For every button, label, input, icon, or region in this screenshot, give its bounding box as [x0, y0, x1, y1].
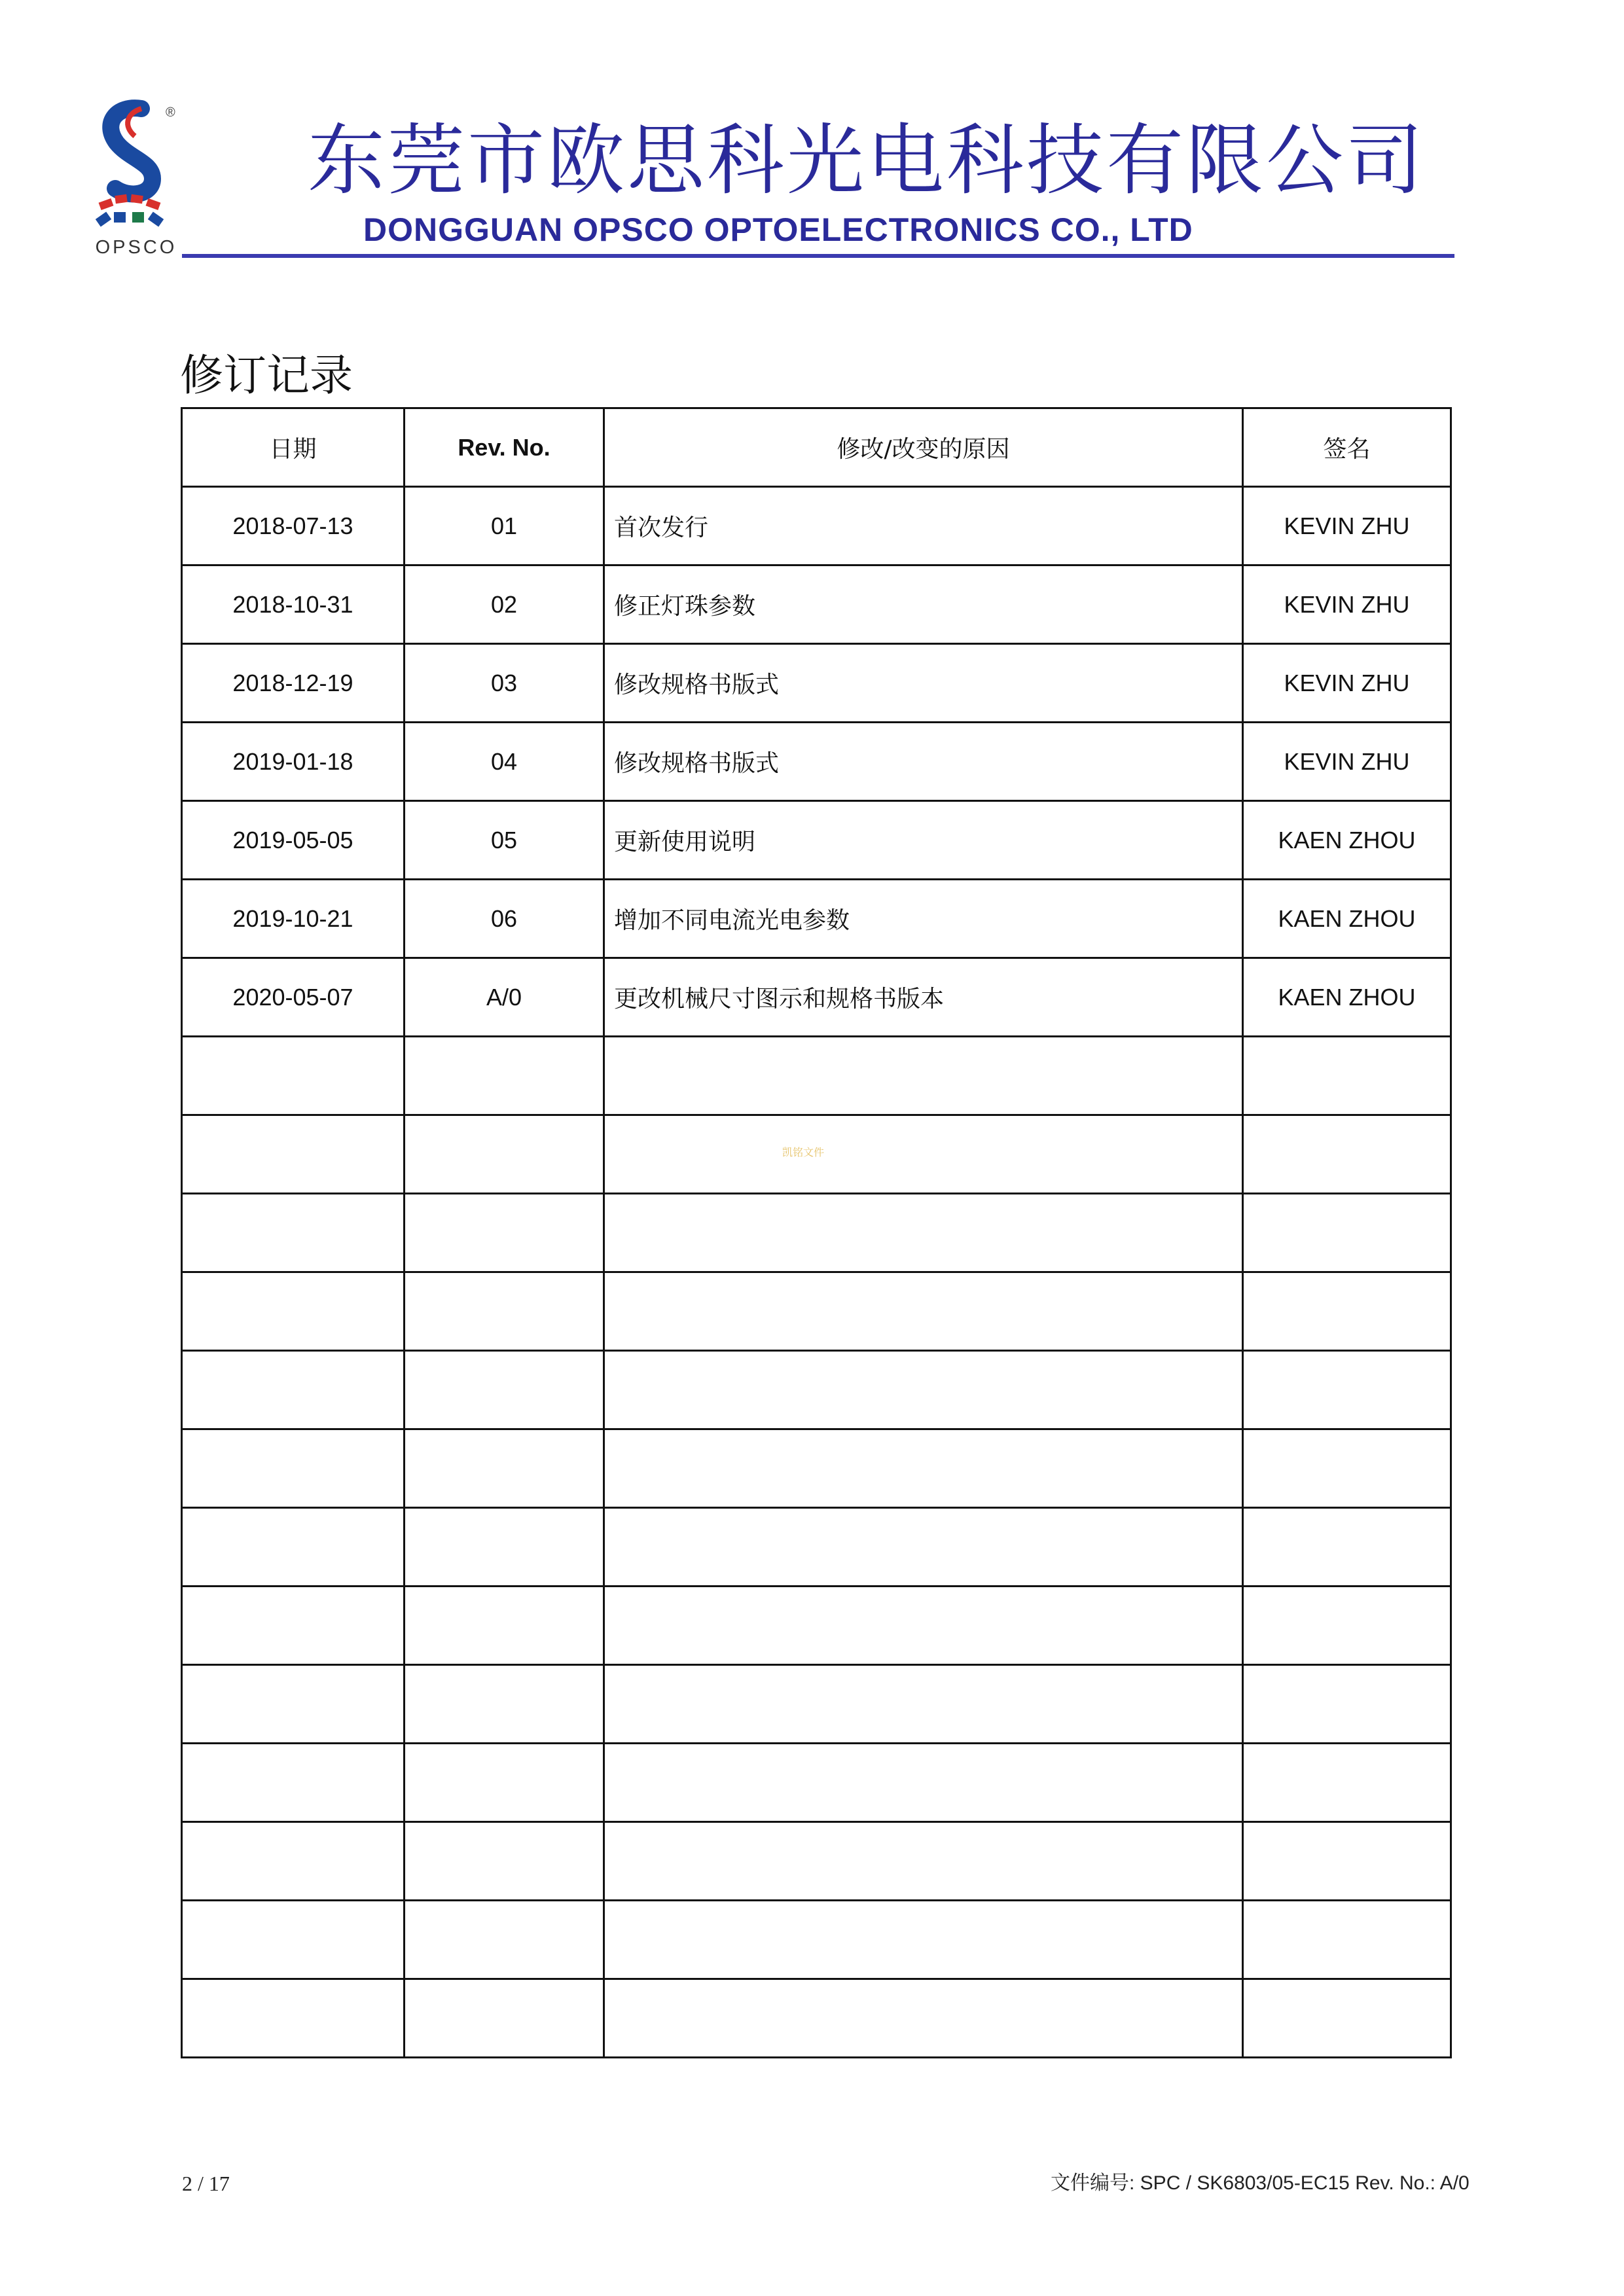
- cell-signature: KEVIN ZHU: [1243, 644, 1451, 723]
- empty-cell: [405, 1979, 604, 2058]
- empty-cell: [182, 1744, 405, 1822]
- empty-cell: [182, 1979, 405, 2058]
- logo-text: OPSCO: [95, 237, 177, 258]
- table-row: [182, 487, 1451, 565]
- empty-cell: [1243, 1587, 1451, 1665]
- table-row: [182, 723, 1451, 801]
- empty-cell: [405, 1115, 604, 1194]
- cell-reason: 修正灯珠参数: [604, 565, 1243, 644]
- document-number: 文件编号: SPC / SK6803/05-EC15 Rev. No.: A/0: [1051, 2172, 1470, 2194]
- empty-cell: [182, 1194, 405, 1272]
- empty-cell: [405, 1194, 604, 1272]
- table-row-empty: [182, 1587, 1451, 1665]
- cell-date: 2018-12-19: [182, 644, 405, 723]
- cell-date: 2019-05-05: [182, 801, 405, 880]
- cell-reason: 更新使用说明: [604, 801, 1243, 880]
- table-row: [182, 801, 1451, 880]
- empty-cell: [604, 1508, 1243, 1587]
- empty-cell: [604, 1901, 1243, 1979]
- table-row-empty: [182, 1351, 1451, 1429]
- empty-cell: [604, 1351, 1243, 1429]
- table-row-empty: [182, 1194, 1451, 1272]
- cell-reason: 修改规格书版式: [604, 723, 1243, 801]
- header-signature: 签名: [1243, 408, 1451, 487]
- empty-cell: [182, 1429, 405, 1508]
- empty-cell: [405, 1272, 604, 1351]
- empty-cell: [182, 1665, 405, 1744]
- empty-cell: [1243, 1351, 1451, 1429]
- table-row: [182, 565, 1451, 644]
- table-row-empty: [182, 1429, 1451, 1508]
- empty-cell: [182, 1822, 405, 1901]
- cell-signature: KEVIN ZHU: [1243, 723, 1451, 801]
- empty-cell: [405, 1665, 604, 1744]
- cell-reason: 修改规格书版式: [604, 644, 1243, 723]
- header-date: 日期: [182, 408, 405, 487]
- header-divider: [182, 254, 1454, 258]
- cell-signature: KAEN ZHOU: [1243, 958, 1451, 1037]
- table-row-empty: [182, 1901, 1451, 1979]
- revision-table: [181, 407, 1452, 2058]
- cell-rev: 06: [405, 880, 604, 958]
- cell-reason: 增加不同电流光电参数: [604, 880, 1243, 958]
- empty-cell: [604, 1979, 1243, 2058]
- cell-date: 2020-05-07: [182, 958, 405, 1037]
- empty-cell: [604, 1587, 1243, 1665]
- empty-cell: [405, 1429, 604, 1508]
- empty-cell: [405, 1508, 604, 1587]
- table-row-empty: [182, 1744, 1451, 1822]
- empty-cell: [604, 1429, 1243, 1508]
- empty-cell: [604, 1822, 1243, 1901]
- table-row: [182, 958, 1451, 1037]
- cell-rev: 03: [405, 644, 604, 723]
- empty-cell: [182, 1272, 405, 1351]
- cell-signature: KAEN ZHOU: [1243, 801, 1451, 880]
- empty-cell: [405, 1901, 604, 1979]
- empty-cell: [405, 1587, 604, 1665]
- empty-cell: [182, 1115, 405, 1194]
- table-row-empty: [182, 1508, 1451, 1587]
- empty-cell: [604, 1272, 1243, 1351]
- empty-cell: [1243, 1115, 1451, 1194]
- empty-cell: [405, 1744, 604, 1822]
- empty-cell: [182, 1351, 405, 1429]
- cell-rev: 01: [405, 487, 604, 565]
- cell-rev: 05: [405, 801, 604, 880]
- empty-cell: [1243, 1037, 1451, 1115]
- empty-cell: [1243, 1901, 1451, 1979]
- cell-reason: 首次发行: [604, 487, 1243, 565]
- empty-cell: [604, 1744, 1243, 1822]
- empty-cell: [1243, 1822, 1451, 1901]
- watermark-text: 凯铭文件: [782, 1146, 825, 1158]
- table-row-empty: [182, 1272, 1451, 1351]
- company-name-cn: 东莞市欧思科光电科技有限公司: [308, 115, 1426, 206]
- empty-cell: [405, 1351, 604, 1429]
- empty-cell: [182, 1901, 405, 1979]
- table-row-empty: [182, 1822, 1451, 1901]
- cell-rev: A/0: [405, 958, 604, 1037]
- page-title: 修订记录: [180, 350, 353, 401]
- cell-date: 2019-01-18: [182, 723, 405, 801]
- empty-cell: [182, 1508, 405, 1587]
- empty-cell: [1243, 1665, 1451, 1744]
- table-row: [182, 880, 1451, 958]
- cell-signature: KEVIN ZHU: [1243, 487, 1451, 565]
- cell-rev: 04: [405, 723, 604, 801]
- cell-date: 2019-10-21: [182, 880, 405, 958]
- cell-reason: 更改机械尺寸图示和规格书版本: [604, 958, 1243, 1037]
- table-row-empty: [182, 1979, 1451, 2058]
- empty-cell: [1243, 1272, 1451, 1351]
- empty-cell: [604, 1037, 1243, 1115]
- page-number: 2 / 17: [182, 2172, 230, 2195]
- company-name-en: DONGGUAN OPSCO OPTOELECTRONICS CO., LTD: [363, 211, 1193, 248]
- cell-signature: KEVIN ZHU: [1243, 565, 1451, 644]
- empty-cell: [1243, 1508, 1451, 1587]
- empty-cell: [1243, 1979, 1451, 2058]
- header-rev-no: Rev. No.: [405, 408, 604, 487]
- table-header-row: [182, 408, 1451, 487]
- table-row-empty: [182, 1037, 1451, 1115]
- empty-cell: [1243, 1429, 1451, 1508]
- cell-rev: 02: [405, 565, 604, 644]
- cell-signature: KAEN ZHOU: [1243, 880, 1451, 958]
- cell-date: 2018-07-13: [182, 487, 405, 565]
- empty-cell: [182, 1587, 405, 1665]
- header-reason: 修改/改变的原因: [604, 408, 1243, 487]
- table-row-empty: [182, 1665, 1451, 1744]
- empty-cell: [604, 1194, 1243, 1272]
- empty-cell: [1243, 1744, 1451, 1822]
- empty-cell: [1243, 1194, 1451, 1272]
- table-row: [182, 644, 1451, 723]
- empty-cell: [405, 1037, 604, 1115]
- empty-cell: [405, 1822, 604, 1901]
- empty-cell: [604, 1665, 1243, 1744]
- empty-cell: [182, 1037, 405, 1115]
- cell-date: 2018-10-31: [182, 565, 405, 644]
- empty-cell: [604, 1115, 1243, 1194]
- registered-mark: ®: [166, 105, 175, 120]
